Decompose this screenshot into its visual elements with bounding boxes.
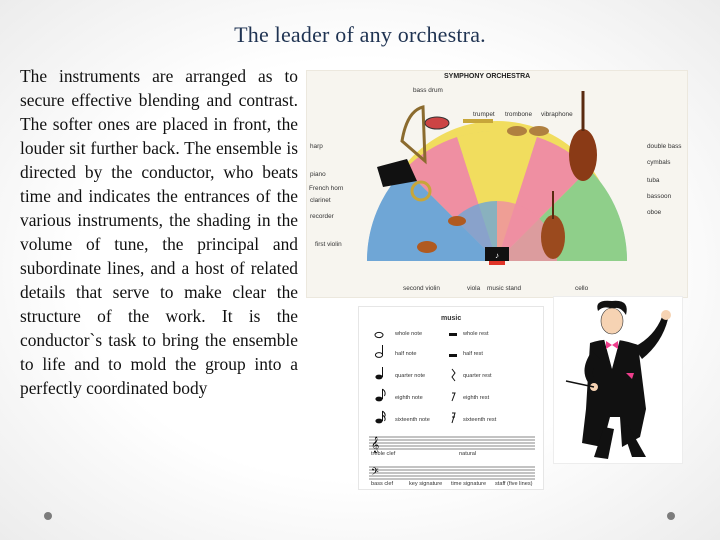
note-label: half note — [395, 351, 417, 357]
orch-label-recorder: recorder — [310, 213, 334, 220]
orch-label-french-horn: French horn — [309, 185, 344, 192]
staff-caption: staff (five lines) — [495, 481, 533, 487]
staff-caption: time signature — [451, 481, 487, 487]
drum-icon — [425, 117, 449, 129]
orchestra-diagram-heading: SYMPHONY ORCHESTRA — [444, 73, 531, 80]
staff-caption: natural — [459, 451, 477, 457]
note-label: eighth note — [395, 395, 423, 401]
note-label: whole note — [395, 331, 423, 337]
music-notation-chart — [358, 306, 544, 490]
orch-label-vibraphone: vibraphone — [541, 111, 573, 118]
orchestra-diagram — [306, 70, 688, 298]
slide-decoration-dot-right — [667, 512, 675, 520]
note-label: quarter note — [395, 373, 426, 379]
orch-label-bass-drum: bass drum — [413, 87, 443, 94]
orch-label-oboe: oboe — [647, 209, 662, 216]
orch-label-clarinet: clarinet — [310, 197, 331, 204]
orch-label-cello: cello — [575, 285, 589, 292]
music-stand-icon — [485, 247, 509, 261]
slide-decoration-dot-left — [44, 512, 52, 520]
orch-label-harp: harp — [310, 143, 323, 150]
orch-label-double-bass: double bass — [647, 143, 682, 150]
conductor-illustration — [553, 296, 683, 464]
rest-label: whole rest — [463, 331, 489, 337]
bass-clef-icon: 𝄢 — [371, 466, 379, 480]
orch-label-first-violin: first violin — [315, 241, 342, 248]
rest-symbols-column — [449, 333, 457, 423]
orch-label-music-stand: music stand — [487, 285, 522, 292]
bass-staff — [369, 467, 535, 479]
music-chart-heading: music — [441, 315, 462, 322]
orch-label-bassoon: bassoon — [647, 193, 672, 200]
treble-staff — [369, 437, 535, 449]
trumpet-icon — [463, 119, 493, 123]
staff-caption: treble clef — [371, 451, 396, 457]
orchestra-seating-svg — [307, 71, 687, 297]
treble-clef-icon: 𝄞 — [371, 438, 380, 453]
music-symbols-svg — [359, 307, 543, 489]
staff-caption: bass clef — [371, 481, 394, 487]
orch-label-tuba: tuba — [647, 177, 660, 184]
slide-title: The leader of any orchestra. — [234, 22, 486, 47]
note-symbols-column — [375, 332, 385, 423]
svg-text:♪: ♪ — [495, 251, 499, 260]
orch-label-cymbals: cymbals — [647, 159, 671, 166]
orch-label-viola: viola — [467, 285, 481, 292]
double-bass-icon — [569, 91, 597, 181]
staff-caption: key signature — [409, 481, 443, 487]
conductor-illustration-icon — [554, 297, 682, 463]
orch-label-trumpet: trumpet — [473, 111, 495, 118]
rest-label: eighth rest — [463, 395, 490, 401]
body-paragraph: The instruments are arranged as to secure effective blending and contrast. The softer ones are placed in front, the louder sit further back. The ensemble is directed by the conductor, who beats time and indicates the entrances of the various instruments, the shading in the volume of tune, the principal and subordinate lines, and a host of related details that serve to make clear the structure of the work. It is the conductor`s task to bring the ensemble to life and to mold the group into a perfectly coordinated body — [20, 66, 298, 398]
orch-label-piano: piano — [310, 171, 326, 178]
note-label: sixteenth note — [395, 417, 430, 423]
rest-label: sixteenth rest — [463, 417, 497, 423]
rest-label: half rest — [463, 351, 483, 357]
orch-label-second-violin: second violin — [403, 285, 440, 292]
rest-label: quarter rest — [463, 373, 492, 379]
orch-label-trombone: trombone — [505, 111, 532, 118]
